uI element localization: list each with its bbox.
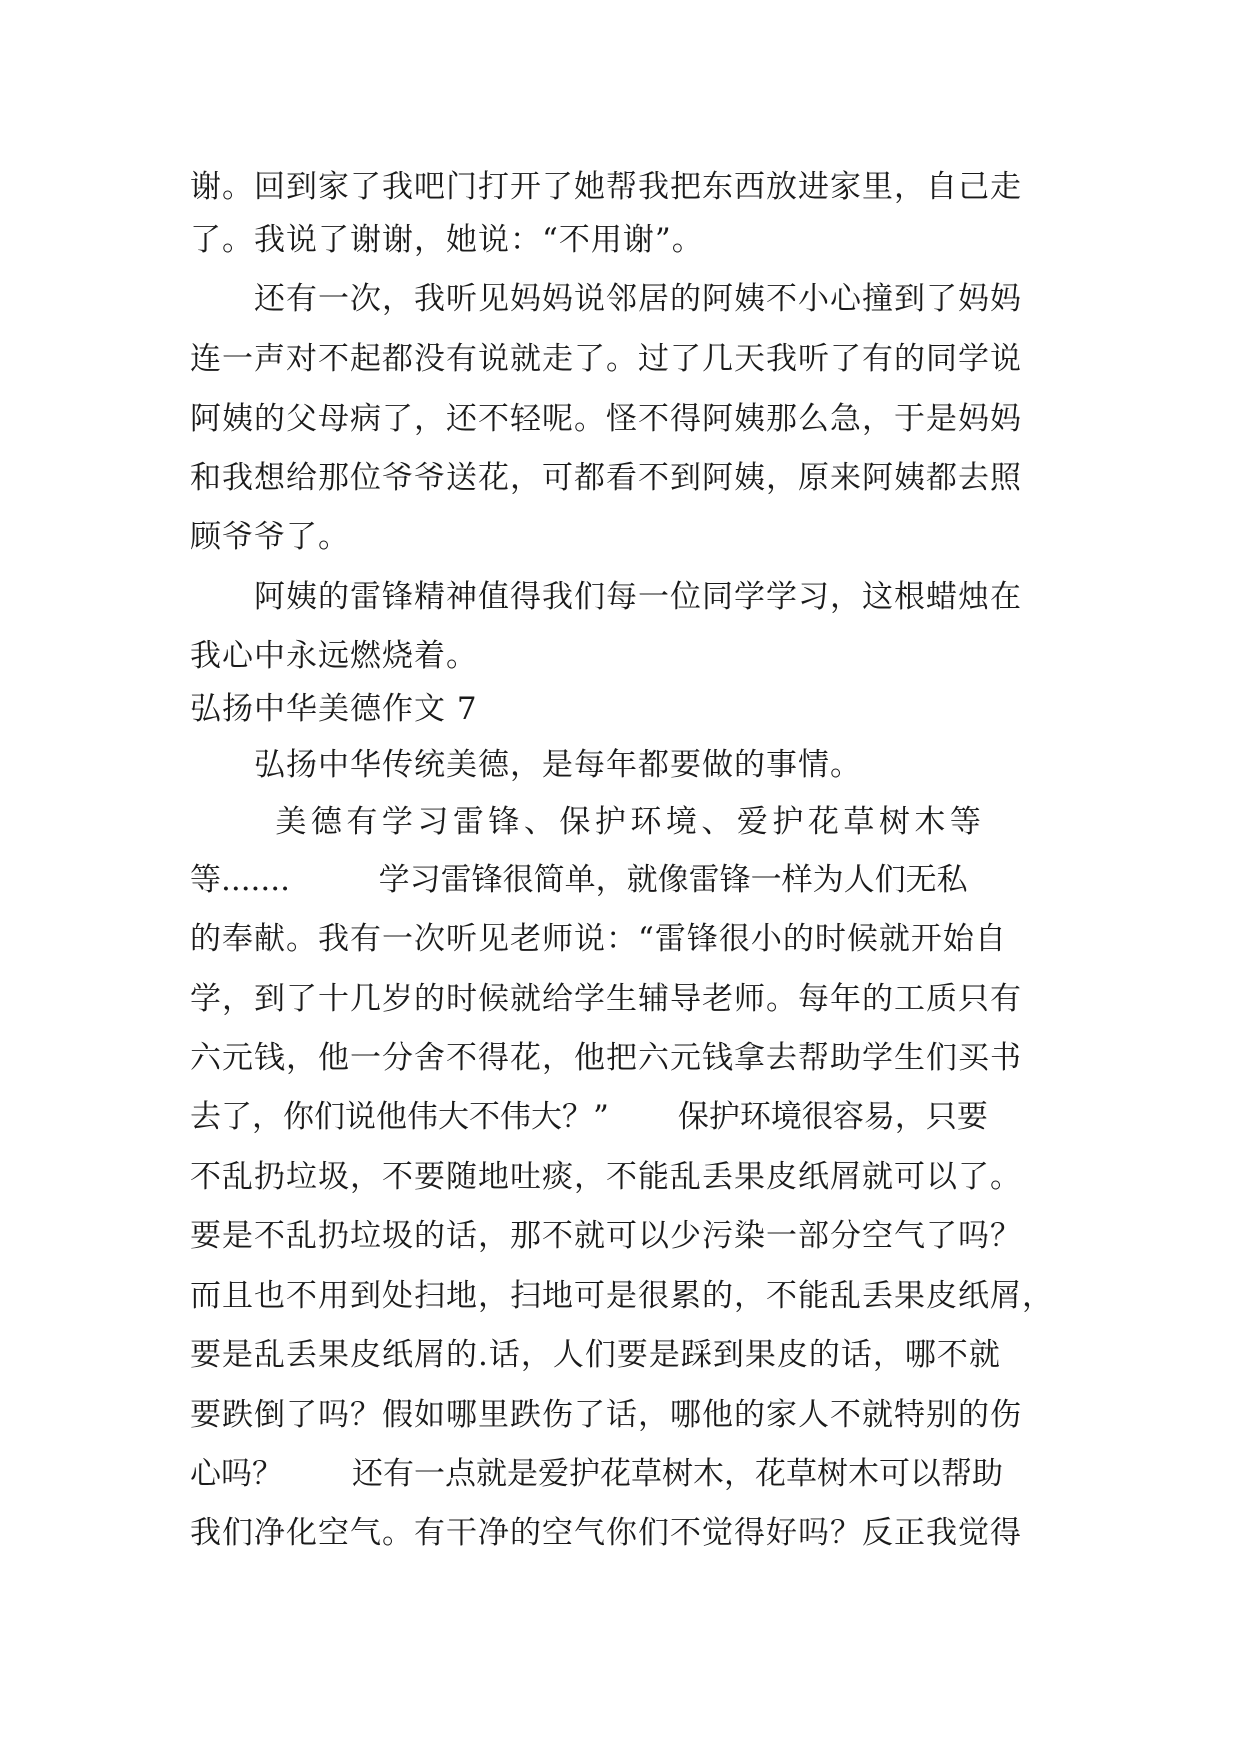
text-line-24: 我们净化空气。有干净的空气你们不觉得好吗？反正我觉得 <box>190 1515 1022 1551</box>
text-line-2: 了。我说了谢谢，她说：“不用谢”。 <box>190 222 704 258</box>
text-line-15: 学，到了十几岁的时候就给学生辅导老师。每年的工质只有 <box>190 981 1022 1017</box>
text-line-23: 心吗？ 还有一点就是爱护花草树木，花草树木可以帮助 <box>190 1456 1003 1492</box>
text-line-6: 和我想给那位爷爷送花，可都看不到阿姨，原来阿姨都去照 <box>190 460 1022 496</box>
section-heading: 弘扬中华美德作文 7 <box>190 691 478 727</box>
text-line-22: 要跌倒了吗？假如哪里跌伤了话，哪他的家人不就特别的伤 <box>190 1397 1022 1433</box>
text-line-11: 弘扬中华传统美德，是每年都要做的事情。 <box>190 747 862 783</box>
text-line-16: 六元钱，他一分舍不得花，他把六元钱拿去帮助学生们买书 <box>190 1040 1022 1076</box>
text-line-17: 去了，你们说他伟大不伟大？” 保护环境很容易，只要 <box>190 1099 988 1135</box>
text-line-14: 的奉献。我有一次听见老师说：“雷锋很小的时候就开始自 <box>190 921 1007 957</box>
text-line-1: 谢。回到家了我吧门打开了她帮我把东西放进家里，自己走 <box>190 169 1022 205</box>
text-line-12: 美德有学习雷锋、保护环境、爱护花草树木等 <box>190 804 986 840</box>
text-line-4: 连一声对不起都没有说就走了。过了几天我听了有的同学说 <box>190 341 1022 377</box>
text-line-7: 顾爷爷了。 <box>190 519 350 555</box>
text-line-19: 要是不乱扔垃圾的话，那不就可以少污染一部分空气了吗？ <box>190 1218 1022 1254</box>
text-line-18: 不乱扔垃圾，不要随地吐痰，不能乱丢果皮纸屑就可以了。 <box>190 1159 1022 1195</box>
text-line-8: 阿姨的雷锋精神值得我们每一位同学学习，这根蜡烛在 <box>190 579 1022 615</box>
text-line-5: 阿姨的父母病了，还不轻呢。怪不得阿姨那么急，于是妈妈 <box>190 401 1022 437</box>
text-line-21: 要是乱丢果皮纸屑的.话，人们要是踩到果皮的话，哪不就 <box>190 1337 1001 1373</box>
text-line-20: 而且也不用到处扫地，扫地可是很累的，不能乱丢果皮纸屑， <box>190 1278 1054 1314</box>
text-line-3: 还有一次，我听见妈妈说邻居的阿姨不小心撞到了妈妈 <box>190 281 1022 317</box>
text-line-9: 我心中永远燃烧着。 <box>190 638 478 674</box>
text-line-13: 等....... 学习雷锋很简单，就像雷锋一样为人们无私 <box>190 862 968 898</box>
